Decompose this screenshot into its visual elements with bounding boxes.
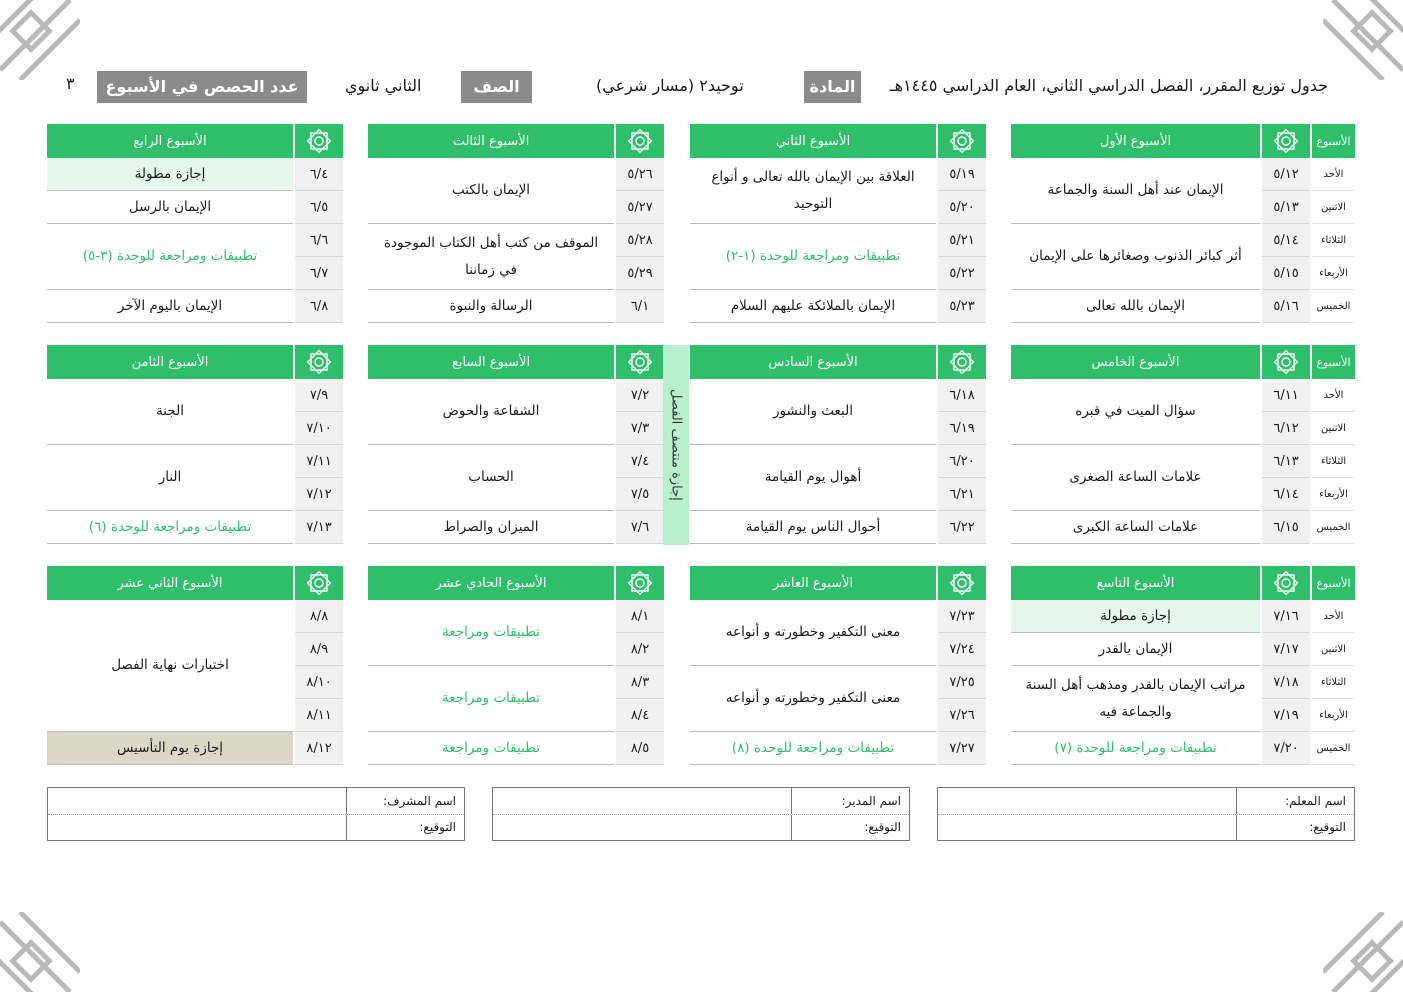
lesson-cell: الإيمان بالرسل [47,191,293,224]
teacher-sign-field[interactable] [938,815,1236,841]
week-header [690,566,986,600]
week-block [1011,566,1355,765]
date-cell: ٥/١٥ [1262,257,1310,290]
lesson-cell: الحساب [368,445,614,511]
lesson-cell: الميزان والصراط [368,511,614,544]
date-cell: ٥/٢٣ [938,290,986,323]
signature-row-sign [493,815,909,841]
subject-label-box: المادة [804,71,861,103]
date-cell: ٧/١٧ [1262,633,1310,666]
signature-table-teacher [937,787,1355,841]
week-title: الأسبوع الثاني [690,124,936,158]
date-cell: ٧/٣ [616,412,664,445]
date-cell: ٥/٢٧ [616,191,664,224]
lesson-column [690,379,936,544]
principal-sign-field[interactable] [493,815,791,841]
star-ornament-icon [948,127,976,155]
star-ornament-icon [305,569,333,597]
star-ornament-icon [1272,127,1300,155]
lesson-cell: إجازة مطولة [47,158,293,191]
week-title: الأسبوع الأول [1011,124,1260,158]
lesson-column [47,379,293,544]
week-block [690,345,986,544]
date-cell: ٥/٢٨ [616,224,664,257]
week-rows [47,600,343,765]
star-ornament-icon [626,569,654,597]
date-cell: ٥/٢١ [938,224,986,257]
week-header [1011,566,1355,600]
week-title: الأسبوع السابع [368,345,614,379]
week-block [368,566,664,765]
date-cell: ٨/١١ [295,699,343,732]
lesson-column [690,600,936,765]
lesson-cell: تطبيقات ومراجعة للوحدة (٧) [1011,732,1260,765]
date-cell: ٦/٢١ [938,478,986,511]
date-cell: ٧/٤ [616,445,664,478]
week-block [47,345,343,544]
week-header [690,345,986,379]
lesson-cell: إجازة مطولة [1011,600,1260,633]
corner-ornament-top-right [1323,0,1403,80]
periods-value: ٣ [66,74,75,93]
date-cell: ٦/٤ [295,158,343,191]
week-header [368,566,664,600]
week-ornament [936,124,986,158]
date-column [295,379,343,544]
date-cell: ٦/٨ [295,290,343,323]
lesson-cell: تطبيقات ومراجعة للوحدة (١-٢) [690,224,936,290]
periods-label-box: عدد الحصص في الأسبوع [97,71,307,103]
week-header [47,345,343,379]
week-ornament [293,345,343,379]
day-cell: الخميس [1312,511,1355,544]
date-cell: ٧/٩ [295,379,343,412]
week-rows [690,158,986,323]
week-ornament [936,345,986,379]
week-block [47,124,343,323]
lesson-column [47,158,293,323]
date-cell: ٦/٢٢ [938,511,986,544]
lesson-column [690,158,936,323]
week-block [690,124,986,323]
date-cell: ٨/٢ [616,633,664,666]
date-cell: ٧/١٢ [295,478,343,511]
week-rows [368,379,664,544]
week-header [47,124,343,158]
date-cell: ٦/٢٠ [938,445,986,478]
week-rows [1011,600,1355,765]
day-cell: الخميس [1312,732,1355,765]
date-column [1262,158,1310,323]
day-cell: الأحد [1312,600,1355,633]
principal-name-label: اسم المدير: [791,788,909,814]
lesson-cell: علامات الساعة الصغرى [1011,445,1260,511]
date-column [616,158,664,323]
lesson-cell: تطبيقات ومراجعة [368,732,614,765]
day-cell: الخميس [1312,290,1355,323]
date-column [938,600,986,765]
week-ornament [293,566,343,600]
week-block [368,124,664,323]
week-ornament [614,124,664,158]
star-ornament-icon [948,348,976,376]
week-block [690,566,986,765]
date-cell: ٦/١٣ [1262,445,1310,478]
week-block [1011,124,1355,323]
date-column [938,379,986,544]
day-cell: الأربعاء [1312,478,1355,511]
ornament-icon [0,0,80,80]
week-header [1011,345,1355,379]
lesson-cell: إجازة يوم التأسيس [47,732,293,765]
week-title: الأسبوع الثامن [47,345,293,379]
day-cell: الثلاثاء [1312,666,1355,699]
day-cell: الأربعاء [1312,699,1355,732]
lesson-column [368,379,614,544]
lesson-cell: تطبيقات ومراجعة للوحدة (٨) [690,732,936,765]
week-header [690,124,986,158]
date-cell: ٦/١٥ [1262,511,1310,544]
date-cell: ٧/١٠ [295,412,343,445]
lesson-cell: الموقف من كتب أهل الكتاب الموجودة في زماننا [368,224,614,290]
day-column [1312,158,1355,323]
star-ornament-icon [626,127,654,155]
lesson-column [1011,158,1260,323]
date-cell: ٨/٤ [616,699,664,732]
date-cell: ٥/١٦ [1262,290,1310,323]
supervisor-sign-label: التوقيع: [346,815,464,841]
day-column-header: الأسبوع [1310,124,1355,158]
date-column [616,379,664,544]
lesson-cell: تطبيقات ومراجعة [368,600,614,666]
subject-value: توحيد٢ (مسار شرعي) [596,76,744,95]
teacher-sign-label: التوقيع: [1236,815,1354,841]
date-cell: ٧/١٦ [1262,600,1310,633]
week-ornament [1260,566,1310,600]
week-title: الأسبوع الحادي عشر [368,566,614,600]
date-cell: ٥/١٢ [1262,158,1310,191]
date-cell: ٥/٢٩ [616,257,664,290]
date-cell: ٥/٢٠ [938,191,986,224]
week-title: الأسبوع الرابع [47,124,293,158]
day-cell: الثلاثاء [1312,445,1355,478]
date-cell: ٥/١٤ [1262,224,1310,257]
lesson-cell: العلاقة بين الإيمان بالله تعالى و أنواع التوحيد [690,158,936,224]
ornament-icon [1323,0,1403,80]
corner-ornament-top-left [0,0,80,80]
lesson-cell: الإيمان بالقدر [1011,633,1260,666]
date-column [295,158,343,323]
signature-row-name [493,788,909,815]
lesson-cell: الإيمان بالله تعالى [1011,290,1260,323]
lesson-cell: تطبيقات ومراجعة للوحدة (٣-٥) [47,224,293,290]
week-title: الأسبوع التاسع [1011,566,1260,600]
day-cell: الأحد [1312,158,1355,191]
day-column-header: الأسبوع [1310,345,1355,379]
date-cell: ٧/١٩ [1262,699,1310,732]
date-cell: ٥/١٩ [938,158,986,191]
lesson-cell: معنى التكفير وخطورته و أنواعه [690,666,936,732]
signature-row-name [48,788,464,815]
lesson-column [368,600,614,765]
day-cell: الاثنين [1312,633,1355,666]
day-cell: الاثنين [1312,191,1355,224]
week-block [47,566,343,765]
date-cell: ٦/١٩ [938,412,986,445]
corner-ornament-bottom-right [1323,912,1403,992]
date-cell: ٦/١١ [1262,379,1310,412]
week-rows [1011,379,1355,544]
date-cell: ٧/٢٥ [938,666,986,699]
lesson-cell: الإيمان باليوم الآخر [47,290,293,323]
date-cell: ٨/١٠ [295,666,343,699]
week-header [47,566,343,600]
date-cell: ٧/٢ [616,379,664,412]
date-cell: ٧/١٣ [295,511,343,544]
week-rows [690,379,986,544]
lesson-cell: تطبيقات ومراجعة للوحدة (٦) [47,511,293,544]
day-cell: الثلاثاء [1312,224,1355,257]
lesson-cell: علامات الساعة الكبرى [1011,511,1260,544]
principal-name-field[interactable] [493,788,791,814]
date-cell: ٨/٥ [616,732,664,765]
lesson-cell: أثر كبائر الذنوب وصغائرها على الإيمان [1011,224,1260,290]
lesson-cell: الشفاعة والحوض [368,379,614,445]
star-ornament-icon [305,348,333,376]
lesson-cell: مراتب الإيمان بالقدر ومذهب أهل السنة والجماعة فيه [1011,666,1260,732]
day-cell: الأربعاء [1312,257,1355,290]
lesson-cell: أحوال الناس يوم القيامة [690,511,936,544]
week-rows [47,158,343,323]
grade-label-box: الصف [461,71,532,103]
star-ornament-icon [305,127,333,155]
lesson-column [368,158,614,323]
signature-table-supervisor [47,787,465,841]
week-ornament [936,566,986,600]
date-cell: ٨/٩ [295,633,343,666]
lesson-cell: الإيمان بالملائكة عليهم السلام [690,290,936,323]
signature-row-sign [938,815,1354,841]
date-cell: ٨/٨ [295,600,343,633]
date-column [1262,600,1310,765]
date-cell: ٨/٣ [616,666,664,699]
lesson-column [47,600,293,765]
lesson-cell: أهوال يوم القيامة [690,445,936,511]
date-cell: ٧/١٨ [1262,666,1310,699]
week-title: الأسبوع السادس [690,345,936,379]
lesson-cell: الرسالة والنبوة [368,290,614,323]
page-title: جدول توزيع المقرر، الفصل الدراسي الثاني، العام الدراسي ١٤٤٥هـ [889,76,1328,95]
date-cell: ٥/٢٢ [938,257,986,290]
supervisor-name-label: اسم المشرف: [346,788,464,814]
signature-row-sign [48,815,464,841]
week-ornament [614,566,664,600]
day-column [1312,379,1355,544]
week-block [368,345,664,544]
star-ornament-icon [1272,569,1300,597]
week-ornament [1260,124,1310,158]
week-rows [47,379,343,544]
date-cell: ٦/٦ [295,224,343,257]
day-column [1312,600,1355,765]
date-cell: ٧/٢٧ [938,732,986,765]
date-cell: ٦/١٤ [1262,478,1310,511]
date-cell: ٥/٢٦ [616,158,664,191]
corner-ornament-bottom-left [0,912,80,992]
date-cell: ٦/١ [616,290,664,323]
star-ornament-icon [1272,348,1300,376]
week-title: الأسبوع الخامس [1011,345,1260,379]
lesson-cell: سؤال الميت في قبره [1011,379,1260,445]
lesson-cell: الإيمان بالكتب [368,158,614,224]
date-cell: ٧/٦ [616,511,664,544]
star-ornament-icon [948,569,976,597]
lesson-cell: البعث والنشور [690,379,936,445]
week-title: الأسبوع العاشر [690,566,936,600]
day-column-header: الأسبوع [1310,566,1355,600]
lesson-cell: معنى التكفير وخطورته و أنواعه [690,600,936,666]
lesson-cell: اختبارات نهاية الفصل [47,600,293,732]
week-title: الأسبوع الثاني عشر [47,566,293,600]
week-block [1011,345,1355,544]
lesson-cell: تطبيقات ومراجعة [368,666,614,732]
week-ornament [614,345,664,379]
date-cell: ٦/٥ [295,191,343,224]
ornament-icon [0,912,80,992]
date-cell: ٨/١ [616,600,664,633]
star-ornament-icon [626,348,654,376]
lesson-cell: النار [47,445,293,511]
supervisor-sign-field[interactable] [48,815,346,841]
week-ornament [1260,345,1310,379]
date-cell: ٦/١٨ [938,379,986,412]
lesson-cell: الجنة [47,379,293,445]
signature-table-principal [492,787,910,841]
date-column [1262,379,1310,544]
day-cell: الاثنين [1312,412,1355,445]
signature-row-name [938,788,1354,815]
teacher-name-label: اسم المعلم: [1236,788,1354,814]
teacher-name-field[interactable] [938,788,1236,814]
lesson-column [1011,600,1260,765]
mid-break-label: إجازة منتصف الفصل [668,389,684,501]
grade-value: الثاني ثانوي [345,76,422,95]
week-header [368,345,664,379]
lesson-column [1011,379,1260,544]
date-cell: ٧/٥ [616,478,664,511]
date-column [938,158,986,323]
date-cell: ٨/١٢ [295,732,343,765]
date-column [295,600,343,765]
week-rows [690,600,986,765]
ornament-icon [1323,912,1403,992]
date-cell: ٧/٢٣ [938,600,986,633]
date-cell: ٧/٢٠ [1262,732,1310,765]
week-rows [368,158,664,323]
week-ornament [293,124,343,158]
day-cell: الأحد [1312,379,1355,412]
principal-sign-label: التوقيع: [791,815,909,841]
date-cell: ٦/٧ [295,257,343,290]
lesson-cell: الإيمان عند أهل السنة والجماعة [1011,158,1260,224]
date-cell: ٦/١٢ [1262,412,1310,445]
date-cell: ٧/٢٦ [938,699,986,732]
supervisor-name-field[interactable] [48,788,346,814]
date-cell: ٥/١٣ [1262,191,1310,224]
week-rows [368,600,664,765]
date-cell: ٧/١١ [295,445,343,478]
week-header [368,124,664,158]
date-cell: ٧/٢٤ [938,633,986,666]
week-header [1011,124,1355,158]
mid-semester-break [663,345,689,545]
week-title: الأسبوع الثالث [368,124,614,158]
date-column [616,600,664,765]
week-rows [1011,158,1355,323]
